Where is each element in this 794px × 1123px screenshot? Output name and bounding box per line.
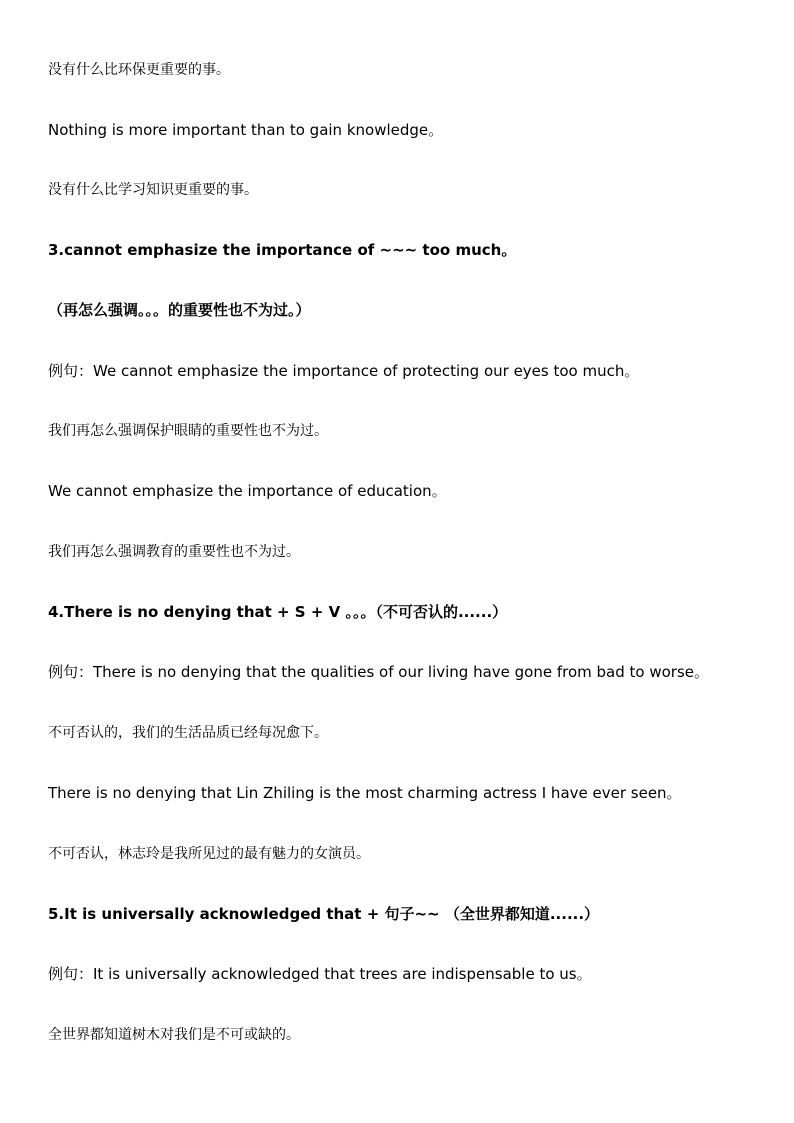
section-subheading: （再怎么强调。。。的重要性也不为过。） [48,301,311,319]
section-heading: 3.cannot emphasize the importance of ~~~ too much。 [48,241,517,259]
text-line: Nothing is more important than to gain knowledge。 [48,121,444,139]
example-sentence: 例句：There is no denying that the qualities of our living have gone from bad to worse。 [48,663,710,681]
text-line: 我们再怎么强调教育的重要性也不为过。 [48,544,300,560]
text-line: 没有什么比学习知识更重要的事。 [48,182,258,198]
text-line: There is no denying that Lin Zhiling is the most charming actress I have ever seen。 [48,784,682,802]
text-line: 没有什么比环保更重要的事。 [48,62,230,78]
text-line: We cannot emphasize the importance of education。 [48,482,447,500]
text-line: 我们再怎么强调保护眼睛的重要性也不为过。 [48,423,328,439]
section-heading: 5.It is universally acknowledged that + 句子~~ （全世界都知道......） [48,905,600,923]
example-sentence: 例句：It is universally acknowledged that trees are indispensable to us。 [48,965,592,983]
example-sentence: 例句：We cannot emphasize the importance of protecting our eyes too much。 [48,362,640,380]
text-line: 全世界都知道树木对我们是不可或缺的。 [48,1027,300,1043]
section-heading: 4.There is no denying that + S + V 。。。（不可否认的......） [48,603,508,621]
text-line: 不可否认的，我们的生活品质已经每况愈下。 [48,725,328,741]
text-line: 不可否认，林志玲是我所见过的最有魅力的女演员。 [48,846,370,862]
